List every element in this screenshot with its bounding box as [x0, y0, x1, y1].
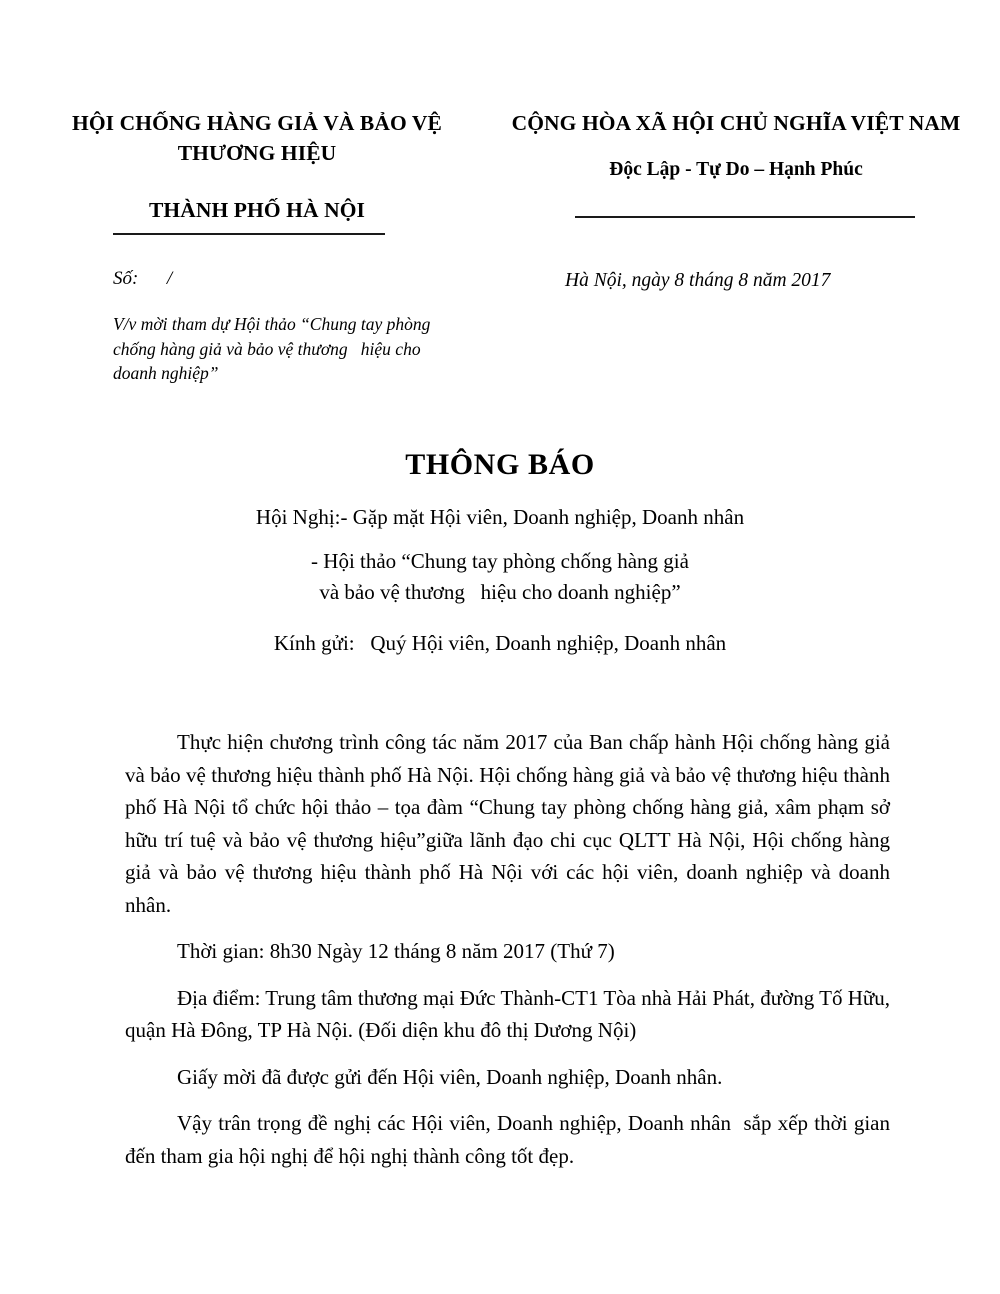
- topic-line: - Hội thảo “Chung tay phòng chống hàng giả: [311, 549, 689, 573]
- body-paragraph-time: Thời gian: 8h30 Ngày 12 tháng 8 năm 2017 (Thứ 7): [177, 939, 615, 963]
- organization-name-line-1: HỘI CHỐNG HÀNG GIẢ VÀ BẢO VỆ: [72, 111, 442, 135]
- topic-line: và bảo vệ thương hiệu cho doanh nghiệp”: [319, 580, 681, 604]
- organization-name-line-2: THƯƠNG HIỆU: [177, 141, 337, 165]
- topic-block: [0, 546, 1000, 608]
- subject-line: chống hàng giả và bảo vệ thương hiệu cho: [113, 338, 421, 359]
- body-paragraph: Thực hiện chương trình công tác năm 2017 của Ban chấp hành Hội chống hàng giả và bảo vệ thương hiệu thành phố Hà Nội. Hội chống hàng giả và bảo vệ thương hiệu thành phố Hà Nội tổ chức hội thảo – tọa đàm “Chung tay phòng chống hàng giả, xâm phạm sở hữu trí tuệ và bảo vệ thương hiệu”giữa lãnh đạo chi cục QLTT Hà Nội, Hội chống hàng giả và bảo vệ thương hiệu thành phố Hà Nội với các hội viên, doanh nghiệp và doanh nhân.: [125, 730, 896, 917]
- organization-city: THÀNH PHỐ HÀ NỘI: [148, 198, 365, 222]
- document-number: Số: /: [113, 268, 173, 289]
- issuing-organization-block: [52, 108, 462, 225]
- document-body: [125, 726, 896, 1172]
- national-heading-block: [490, 108, 982, 184]
- document-title: THÔNG BÁO: [405, 448, 595, 481]
- title-block: [0, 446, 1000, 658]
- recipient-line: Kính gửi: Quý Hội viên, Doanh nghiệp, Doanh nhân: [273, 631, 727, 655]
- body-paragraph-closing: Vậy trân trọng đề nghị các Hội viên, Doanh nghiệp, Doanh nhân sắp xếp thời gian đến tham gia hội nghị để hội nghị thành công tốt đẹp.: [125, 1111, 896, 1168]
- body-paragraph-location: Địa điểm: Trung tâm thương mại Đức Thành-CT1 Tòa nhà Hải Phát, đường Tố Hữu, quận Hà Đông, TP Hà Nội. (Đối diện khu đô thị Dương Nội): [125, 985, 896, 1042]
- document-header: [0, 108, 1000, 248]
- national-title: CỘNG HÒA XÃ HỘI CHỦ NGHĨA VIỆT NAM: [511, 111, 961, 135]
- subject-block: [113, 312, 505, 386]
- body-paragraph-invitation: Giấy mời đã được gửi đến Hội viên, Doanh nghiệp, Doanh nhân.: [177, 1064, 723, 1089]
- conference-line: Hội Nghị:- Gặp mặt Hội viên, Doanh nghiệp, Doanh nhân: [255, 505, 745, 529]
- place-and-date: Hà Nội, ngày 8 tháng 8 năm 2017: [565, 270, 831, 291]
- subject-line: doanh nghiệp”: [113, 363, 219, 383]
- subject-line: V/v mời tham dự Hội thảo “Chung tay phòng: [113, 314, 431, 334]
- national-motto-underline-rule: [575, 216, 915, 218]
- national-motto: Độc Lập - Tự Do – Hạnh Phúc: [609, 159, 863, 180]
- organization-underline-rule: [113, 233, 385, 235]
